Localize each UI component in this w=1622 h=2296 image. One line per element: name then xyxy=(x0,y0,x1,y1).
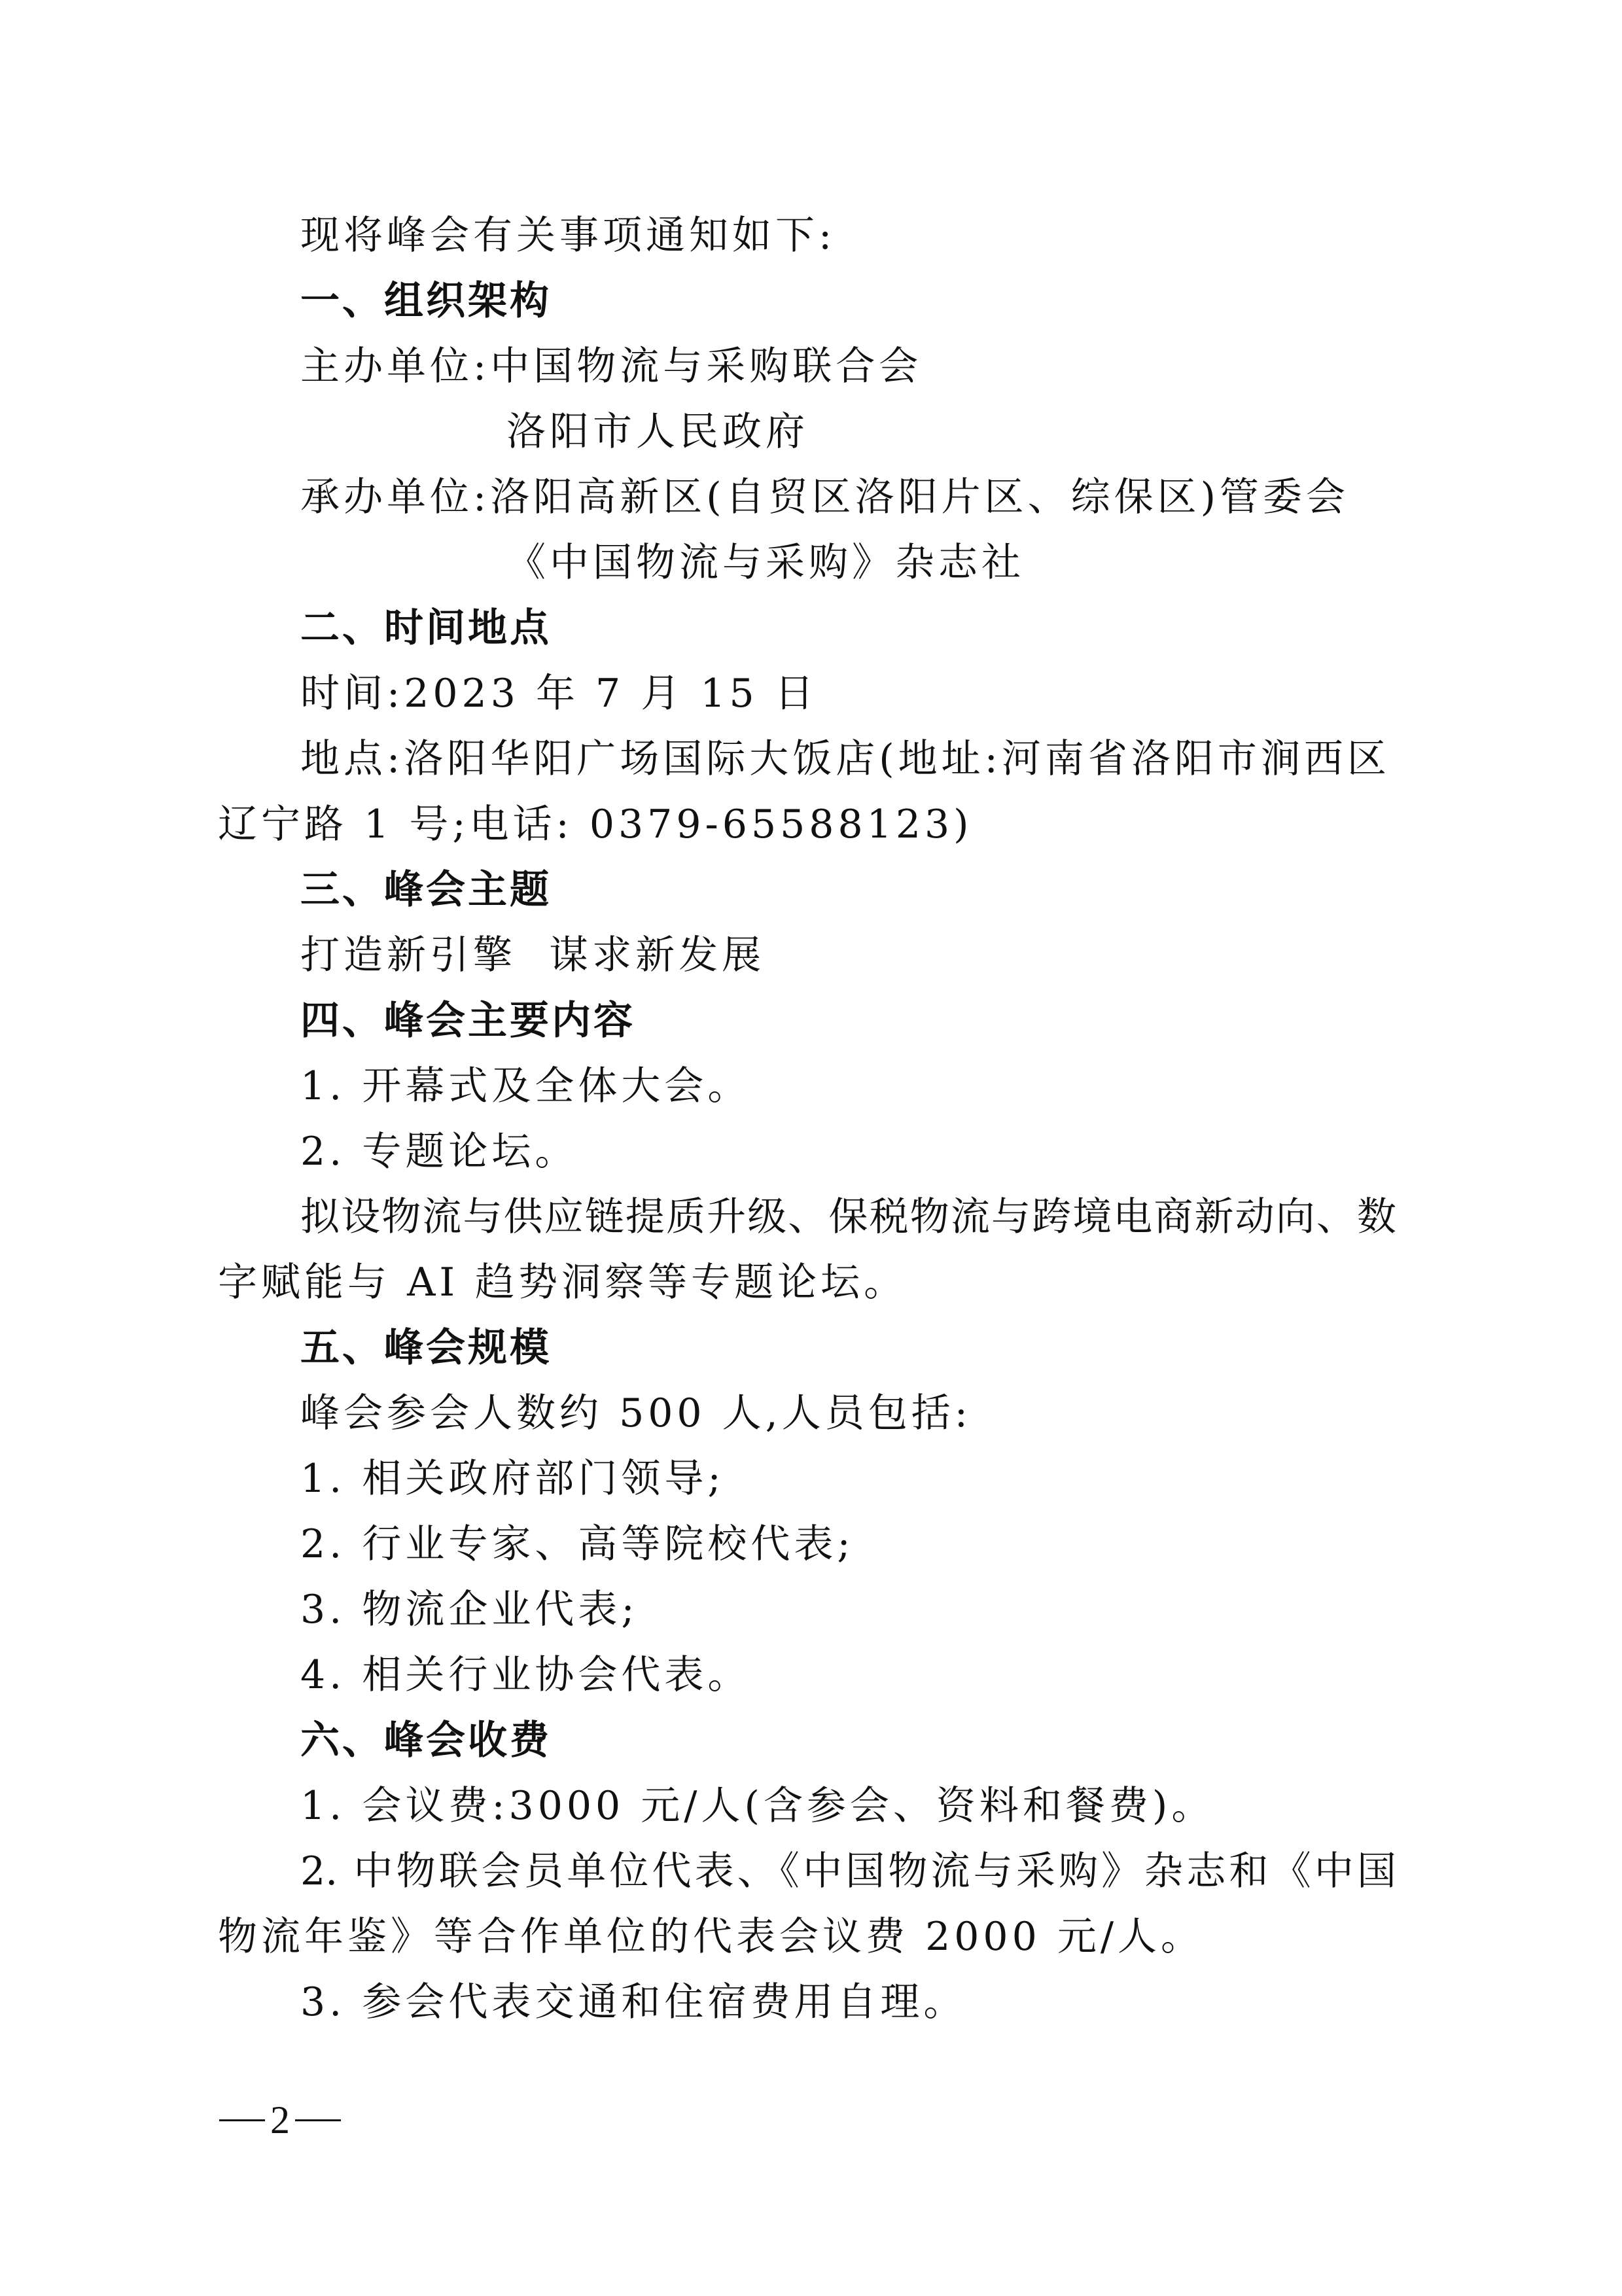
fee-item-2-continued: 物流年鉴》等合作单位的代表会议费 2000 元/人。 xyxy=(218,1914,1205,1960)
attendee-item-3: 3. 物流企业代表; xyxy=(300,1587,639,1633)
fee-item-1: 1. 会议费:3000 元/人(含参会、资料和餐费)。 xyxy=(300,1783,1215,1829)
footer-dash-right xyxy=(295,2119,341,2121)
forum-description: 拟设物流与供应链提质升级、保税物流与跨境电商新动向、数 xyxy=(300,1194,1396,1240)
fee-item-3: 3. 参会代表交通和住宿费用自理。 xyxy=(300,1979,967,2025)
location-line: 地点:洛阳华阳广场国际大饭店(地址:河南省洛阳市涧西区 xyxy=(300,736,1390,782)
intro-text: 现将峰会有关事项通知如下: xyxy=(300,213,836,258)
content-item-1: 1. 开幕式及全体大会。 xyxy=(300,1063,751,1109)
section-heading-6: 六、峰会收费 xyxy=(300,1718,552,1763)
time-line: 时间:2023 年 7 月 15 日 xyxy=(300,671,818,716)
section-heading-1: 一、组织架构 xyxy=(300,278,552,324)
page-footer xyxy=(214,2097,346,2143)
location-line-2: 辽宁路 1 号;电话: 0379-65588123) xyxy=(218,802,973,847)
attendee-item-4: 4. 相关行业协会代表。 xyxy=(300,1652,751,1698)
section-heading-4: 四、峰会主要内容 xyxy=(300,998,635,1044)
footer-dash-left xyxy=(219,2119,265,2121)
section-heading-5: 五、峰会规模 xyxy=(300,1325,552,1371)
page-number: 2 xyxy=(270,2098,290,2142)
organizer-line: 主办单位:中国物流与采购联合会 xyxy=(300,344,923,389)
co-organizer-line: 承办单位:洛阳高新区(自贸区洛阳片区、综保区)管委会 xyxy=(300,474,1350,520)
co-organizer-line-2: 《中国物流与采购》杂志社 xyxy=(506,540,1025,586)
attendee-item-2: 2. 行业专家、高等院校代表; xyxy=(300,1521,855,1567)
attendee-item-1: 1. 相关政府部门领导; xyxy=(300,1456,725,1502)
scale-text: 峰会参会人数约 500 人,人员包括: xyxy=(300,1390,972,1436)
section-heading-3: 三、峰会主题 xyxy=(300,867,552,913)
content-item-2: 2. 专题论坛。 xyxy=(300,1129,578,1174)
theme-text: 打造新引擎 谋求新发展 xyxy=(300,932,766,978)
section-heading-2: 二、时间地点 xyxy=(300,605,552,651)
forum-description-2: 字赋能与 AI 趋势洞察等专题论坛。 xyxy=(218,1260,908,1305)
organizer-line-2: 洛阳市人民政府 xyxy=(506,409,809,455)
fee-item-2: 2. 中物联会员单位代表、《中国物流与采购》杂志和《中国 xyxy=(300,1848,1396,1894)
